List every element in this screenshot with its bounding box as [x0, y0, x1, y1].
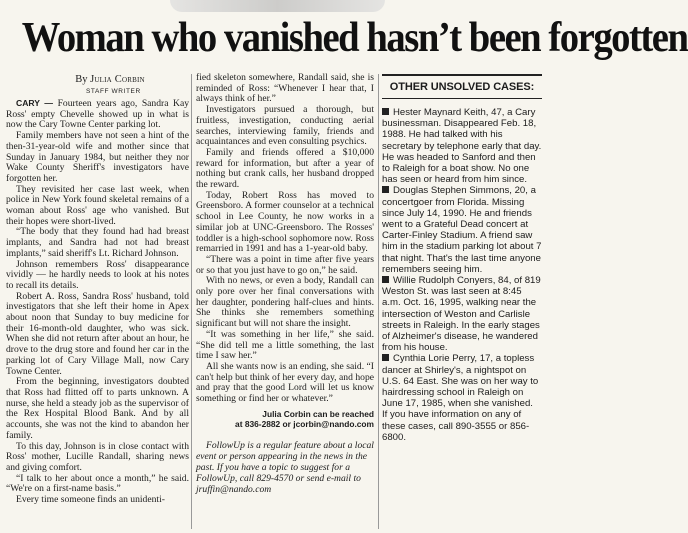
byline-prefix: By: [75, 74, 88, 85]
paragraph: “There was a point in time after five years or so that you just have to go on,” he said.: [196, 253, 374, 276]
paragraph: Family and friends offered a $10,000 reward for information, but after a year of nothing but crank calls, her husband dropped the reward.: [196, 146, 374, 191]
case-text: Douglas Stephen Simmons, 20, a concertgoer from Florida. Missing since July 14, 1990. He and friends went to a Grateful Dead concert at Carter-Finley Stadium. A friend saw him in the stadium parking lot about 7 that night. That's the last time anyone remembers seeing him.: [382, 185, 542, 275]
contact-line: at 836-2882 or jcorbin@nando.com: [235, 419, 374, 429]
case-text: Hester Maynard Keith, 47, a Cary businessman. Disappeared Feb. 18, 1988. He had talked with his secretary by telephone early that day. He was headed to Sanford and then to Raleigh for a boat show. No one has seen or heard from him since.: [382, 107, 542, 186]
paragraph: “It was something in her life,” she said. “She did tell me a little something, the last time I saw her.”: [196, 328, 374, 362]
column-divider: [378, 74, 379, 529]
paragraph: They revisited her case last week, when police in New York found skeletal remains of a woman about Ross' age who vanished. But their hopes were short-lived.: [6, 183, 189, 227]
paragraph: “The body that they found had had breast implants, and Sandra had not had breast implants,” said sheriff's Lt. Richard Johnson.: [6, 226, 189, 259]
paragraph: Johnson remembers Ross' disappearance vividly — he hardly needs to look at his notes to recall its details.: [6, 258, 189, 291]
paragraph: fied skeleton somewhere, Randall said, she is reminded of Ross: “Whenever I hear that, I always think of her.”: [196, 72, 374, 105]
article-column-1: [6, 98, 189, 506]
square-bullet-icon: [382, 276, 389, 283]
paragraph: Every time someone finds an unidenti-: [16, 494, 165, 506]
byline-author: Julia Corbin: [90, 74, 145, 85]
paragraph: Robert A. Ross, Sandra Ross' husband, told investigators that she left their home in Apex about noon that Sunday to buy medicine for their 16-month-old daughter, who was sick. When she did not return after about an hour, he drove to the drug store and found her car in the parking lot of Cary Village Mall, now Cary Towne Center.: [6, 290, 189, 377]
paragraph: Fourteen years ago, Sandra Kay Ross' empty Chevelle showed up in what is now the Cary Towne Center parking lot.: [6, 98, 190, 131]
headline: Woman who vanished hasn’t been forgotten: [21, 15, 688, 61]
byline: [60, 74, 160, 85]
paragraph: With no news, or even a body, Randall can only pore over her final conversations with her daughter, pondering half-clues and hints. She thinks she remembers something significant but will not share the insight.: [196, 275, 374, 330]
square-bullet-icon: [382, 354, 389, 361]
contact-line: Julia Corbin can be reached: [262, 409, 374, 419]
paragraph: All she wants now is an ending, she said. “I can't help but think of her every day, and hope and pray that the good Lord will let us know something or find her or whatever.”: [196, 360, 374, 405]
byline-role: STAFF WRITER: [86, 88, 141, 95]
sidebar-title: OTHER UNSOLVED CASES:: [382, 74, 542, 99]
paragraph: Investigators pursued a thorough, but fruitless, investigation, conducting aerial searches, interviewing family, friends and acquaintances and even consulting psychics.: [196, 104, 374, 148]
dateline: CARY —: [16, 98, 54, 108]
column-divider: [191, 74, 192, 529]
paragraph: To this day, Johnson is in close contact with Ross' mother, Lucille Randall, sharing news and giving comfort.: [6, 440, 189, 473]
case-text: Willie Rudolph Conyers, 84, of 819 Weston St. was last seen at 8:45 a.m. Oct. 16, 1995, walking near the intersection of Weston and Carlisle streets in Raleigh. In the early stages of Alzheimer's disease, he wandered from his house.: [382, 275, 541, 354]
case-item: [382, 185, 542, 275]
paragraph: “I talk to her about once a month,” he said. “We're on a first-name basis.”: [6, 472, 189, 495]
paragraph: Family members have not seen a hint of the then-31-year-old wife and mother since that Sunday in January 1984, but neither they nor Wake County Sheriff's investigators have forgotten her.: [6, 130, 189, 184]
case-item: [382, 107, 542, 185]
paragraph: Today, Robert Ross has moved to Greensboro. A former counselor at a technical school in Lee County, he now works in a similar job at UNC-Greensboro. The Rosses' toddler is a high-school sophomore now. Ross remarried in 1991 and has a 1-year-old baby.: [196, 189, 374, 255]
case-item: [382, 275, 542, 353]
case-item: [382, 353, 542, 409]
square-bullet-icon: [382, 108, 389, 115]
author-contact: [196, 409, 374, 429]
sidebar-footer: If you have information on any of these cases, call 890-3555 or 856-6800.: [382, 409, 530, 443]
followup-note: [196, 441, 374, 496]
article-column-2: [196, 73, 374, 405]
header-graphic: [170, 0, 385, 12]
paragraph: From the beginning, investigators doubted that Ross had flitted off to parts unknown. A nurse, she held a steady job as the supervisor of the Rex Hospital Blood Bank. And by all accounts, she was not the kind to abandon her family.: [6, 376, 189, 441]
square-bullet-icon: [382, 186, 389, 193]
followup-text: FollowUp is a regular feature about a local event or person appearing in the news in the past. If you have a topic to suggest for a FollowUp, call 829-4570 or send e-mail to jruffin@nando.com: [196, 440, 374, 495]
case-text: Cynthia Lorie Perry, 17, a topless dancer at Shirley's, a nightspot on U.S. 64 East. She was on her way to hairdressing school in Raleigh on June 17, 1985, when she vanished.: [382, 353, 539, 410]
unsolved-cases-sidebar: [382, 74, 542, 443]
